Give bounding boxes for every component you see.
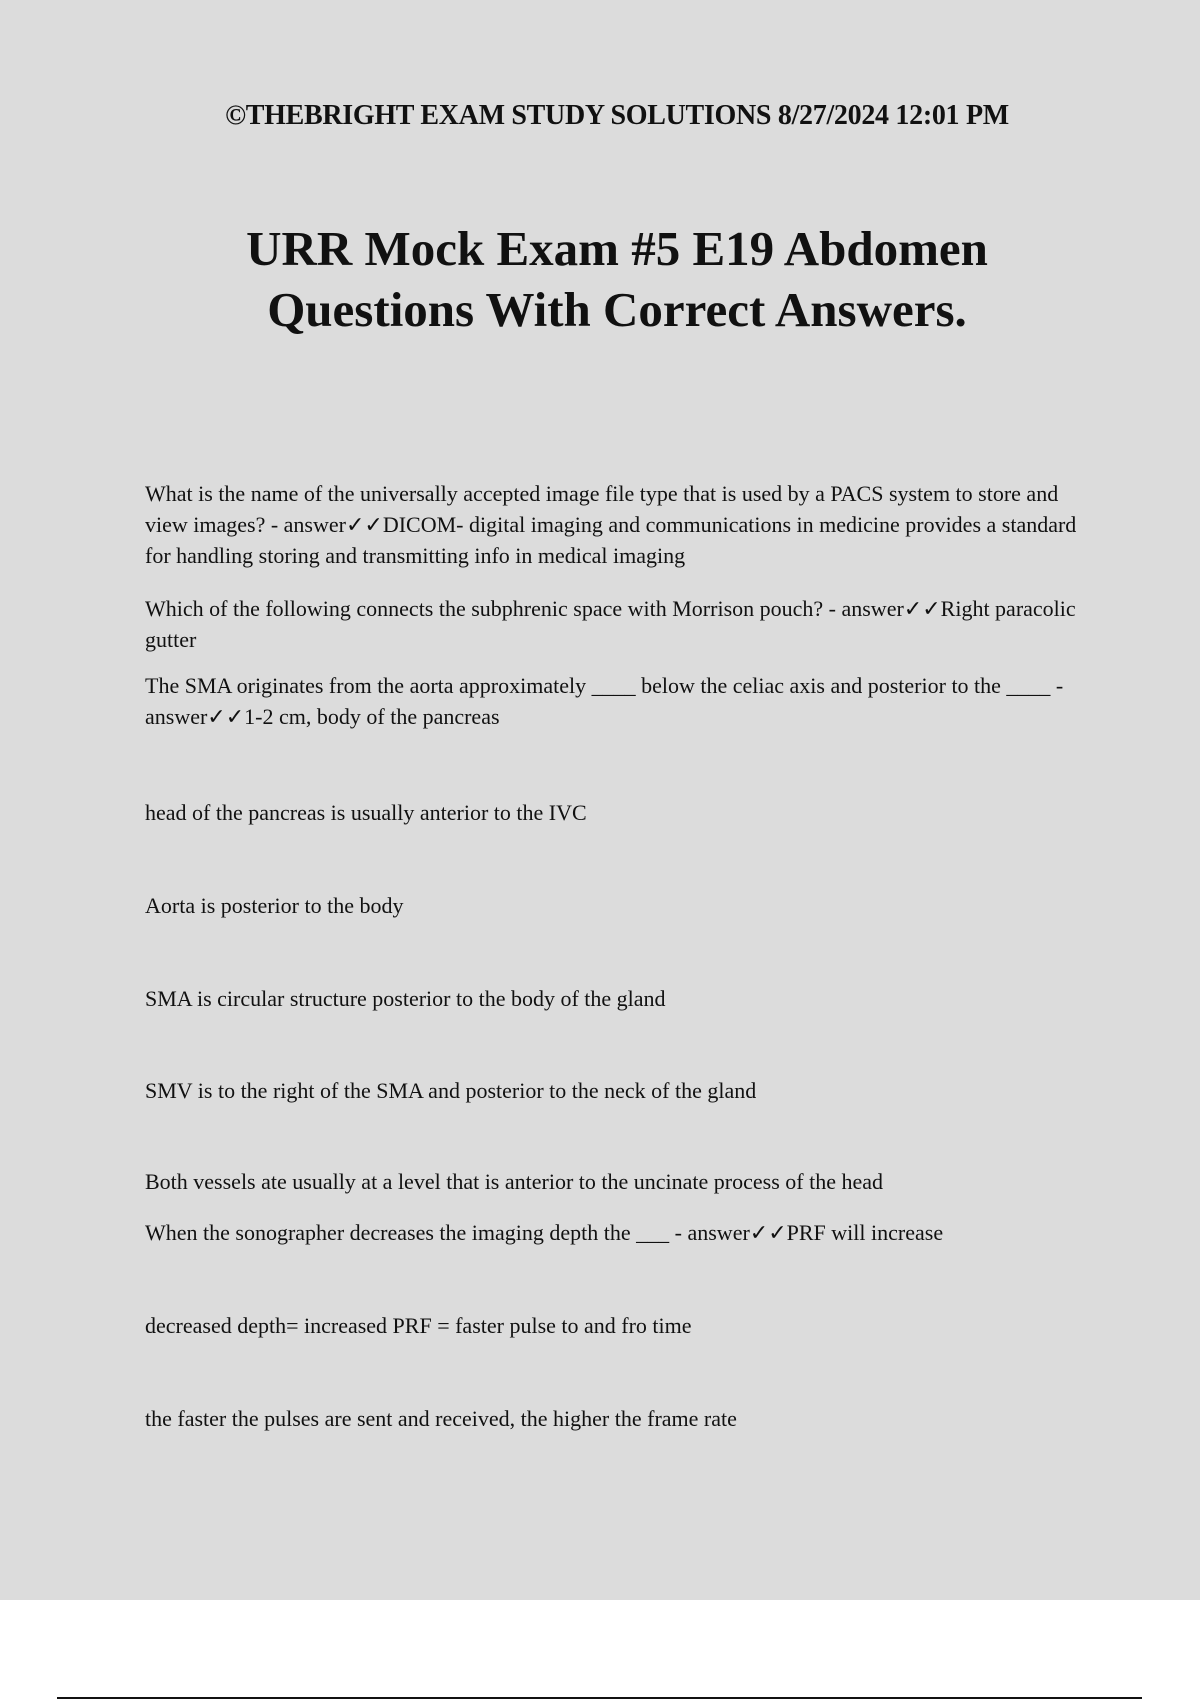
note-paragraph: Aorta is posterior to the body [145, 893, 404, 918]
note-paragraph: decreased depth= increased PRF = faster pulse to and fro time [145, 1313, 692, 1338]
title-line-1: URR Mock Exam #5 E19 Abdomen [246, 221, 988, 276]
qa-paragraph: Which of the following connects the subphrenic space with Morrison pouch? - answer✓✓Right paracolic gutter [145, 596, 1082, 652]
note-paragraph: SMV is to the right of the SMA and posterior to the neck of the gland [145, 1078, 757, 1103]
footer-divider [57, 1697, 1142, 1699]
note-paragraph: the faster the pulses are sent and received, the higher the frame rate [145, 1406, 737, 1431]
note-paragraph: SMA is circular structure posterior to the body of the gland [145, 986, 666, 1011]
qa-paragraph: When the sonographer decreases the imaging depth the ___ - answer✓✓PRF will increase [145, 1220, 944, 1245]
document-title [0, 218, 1200, 340]
page-header: ©THEBRIGHT EXAM STUDY SOLUTIONS 8/27/2024 12:01 PM [225, 100, 1009, 131]
qa-paragraph: What is the name of the universally accepted image file type that is used by a PACS system to store and view images? - answer✓✓DICOM- digital imaging and communications in medicine provides a standard for handling storing and transmitting info in medical imaging [145, 481, 1082, 568]
note-paragraph: Both vessels ate usually at a level that is anterior to the uncinate process of the head [145, 1169, 883, 1194]
qa-paragraph: The SMA originates from the aorta approximately ____ below the celiac axis and posterior to the ____ - answer✓✓1-2 cm, body of the pancreas [145, 673, 1069, 729]
title-line-2: Questions With Correct Answers. [267, 282, 967, 337]
note-paragraph: head of the pancreas is usually anterior to the IVC [145, 800, 587, 825]
